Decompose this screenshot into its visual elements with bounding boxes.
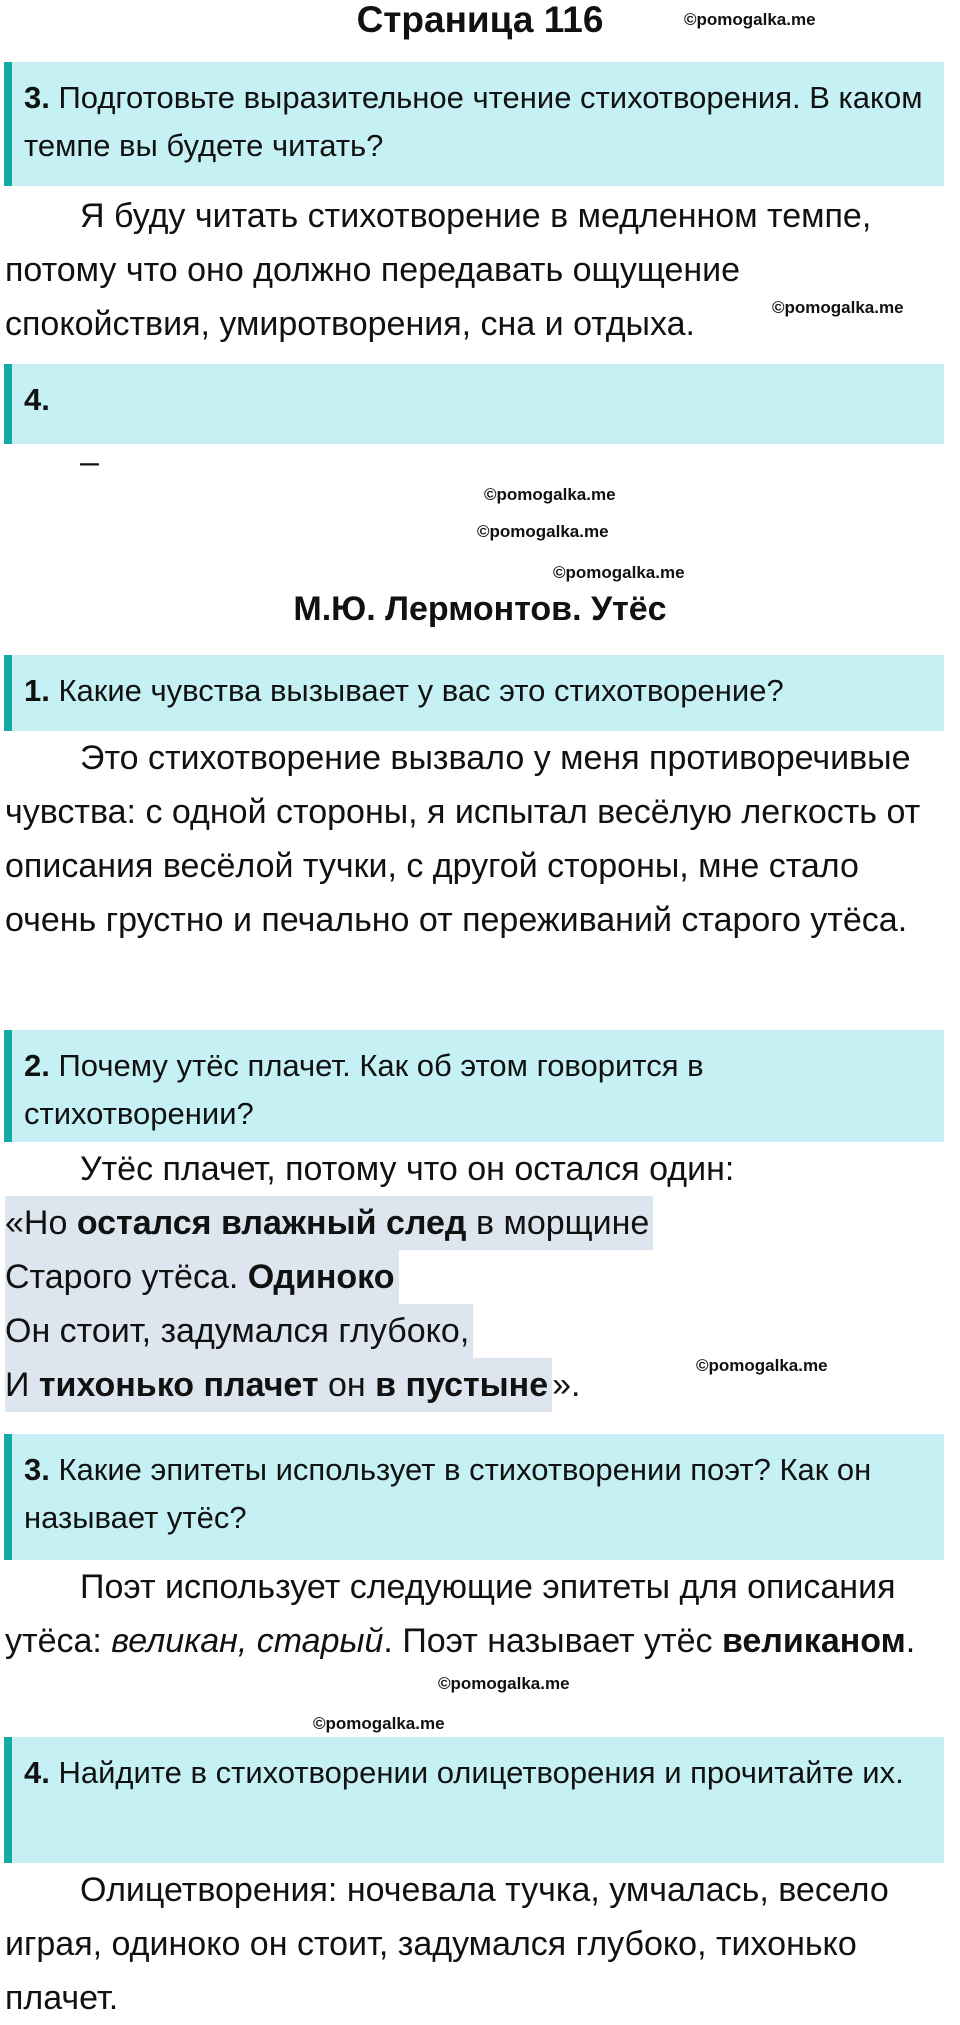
watermark: ©pomogalka.me	[553, 563, 685, 582]
watermark: ©pomogalka.me	[477, 522, 609, 541]
watermark: ©pomogalka.me	[684, 10, 816, 29]
watermark: ©pomogalka.me	[696, 1356, 828, 1375]
question-number: 3.	[24, 1452, 50, 1487]
answer-text: Я буду читать стихотворение в медленном темпе, потому что оно должно передавать ощущение спокойствия, умиротворения, сна и отдыха.	[5, 197, 872, 343]
question-number: 4.	[24, 1755, 50, 1790]
quote-line-1: «Но остался влажный след в морщине	[5, 1196, 945, 1250]
watermark: ©pomogalka.me	[484, 485, 616, 504]
answer-4-dash: –	[80, 443, 99, 481]
question-text: Подготовьте выразительное чтение стихотворения. В каком темпе вы будете читать?	[24, 80, 923, 163]
answer-text: Это стихотворение вызвало у меня противоречивые чувства: с одной стороны, я испытал весёлую легкость от описания весёлой тучки, с другой стороны, мне стало очень грустно и печально от переживаний старого утёса.	[5, 739, 921, 939]
answer-text: Олицетворения: ночевала тучка, умчалась, весело играя, одиноко он стоит, задумался глубоко, тихонько плачет.	[5, 1871, 889, 2017]
answer-3	[5, 189, 945, 351]
question-number: 1.	[24, 673, 50, 708]
quote-line-3: Он стоит, задумался глубоко,	[5, 1304, 945, 1358]
question-text: Почему утёс плачет. Как об этом говорится в стихотворении?	[24, 1048, 704, 1131]
quote-line-4: И тихонько плачет он в пустыне ».	[5, 1358, 945, 1412]
question-1-box	[4, 655, 944, 731]
question-3-box	[4, 62, 944, 186]
question-text: Найдите в стихотворении олицетворения и прочитайте их.	[58, 1755, 904, 1790]
quote-line-2: Старого утёса. Одиноко	[5, 1250, 945, 1304]
answer-1	[5, 731, 945, 947]
question-number: 3.	[24, 80, 50, 115]
question-text: Какие чувства вызывает у вас это стихотворение?	[58, 673, 784, 708]
question-3b-box	[4, 1434, 944, 1560]
question-number: 4.	[24, 382, 50, 417]
watermark: ©pomogalka.me	[313, 1714, 445, 1733]
question-4b-box	[4, 1737, 944, 1863]
answer-4b	[5, 1863, 945, 2025]
watermark: ©pomogalka.me	[772, 298, 904, 317]
question-4-box	[4, 364, 944, 444]
page-title: Страница 116	[356, 0, 604, 40]
answer-intro: Утёс плачет, потому что он остался один:	[80, 1150, 735, 1188]
watermark: ©pomogalka.me	[438, 1674, 570, 1693]
answer-3b: Поэт использует следующие эпитеты для описания утёса: великан, старый. Поэт называет утёс великаном.	[5, 1568, 916, 1660]
question-text: Какие эпитеты использует в стихотворении поэт? Как он называет утёс?	[24, 1452, 872, 1535]
question-number: 2.	[24, 1048, 50, 1083]
question-2-box	[4, 1030, 944, 1142]
section-title: М.Ю. Лермонтов. Утёс	[293, 590, 667, 628]
